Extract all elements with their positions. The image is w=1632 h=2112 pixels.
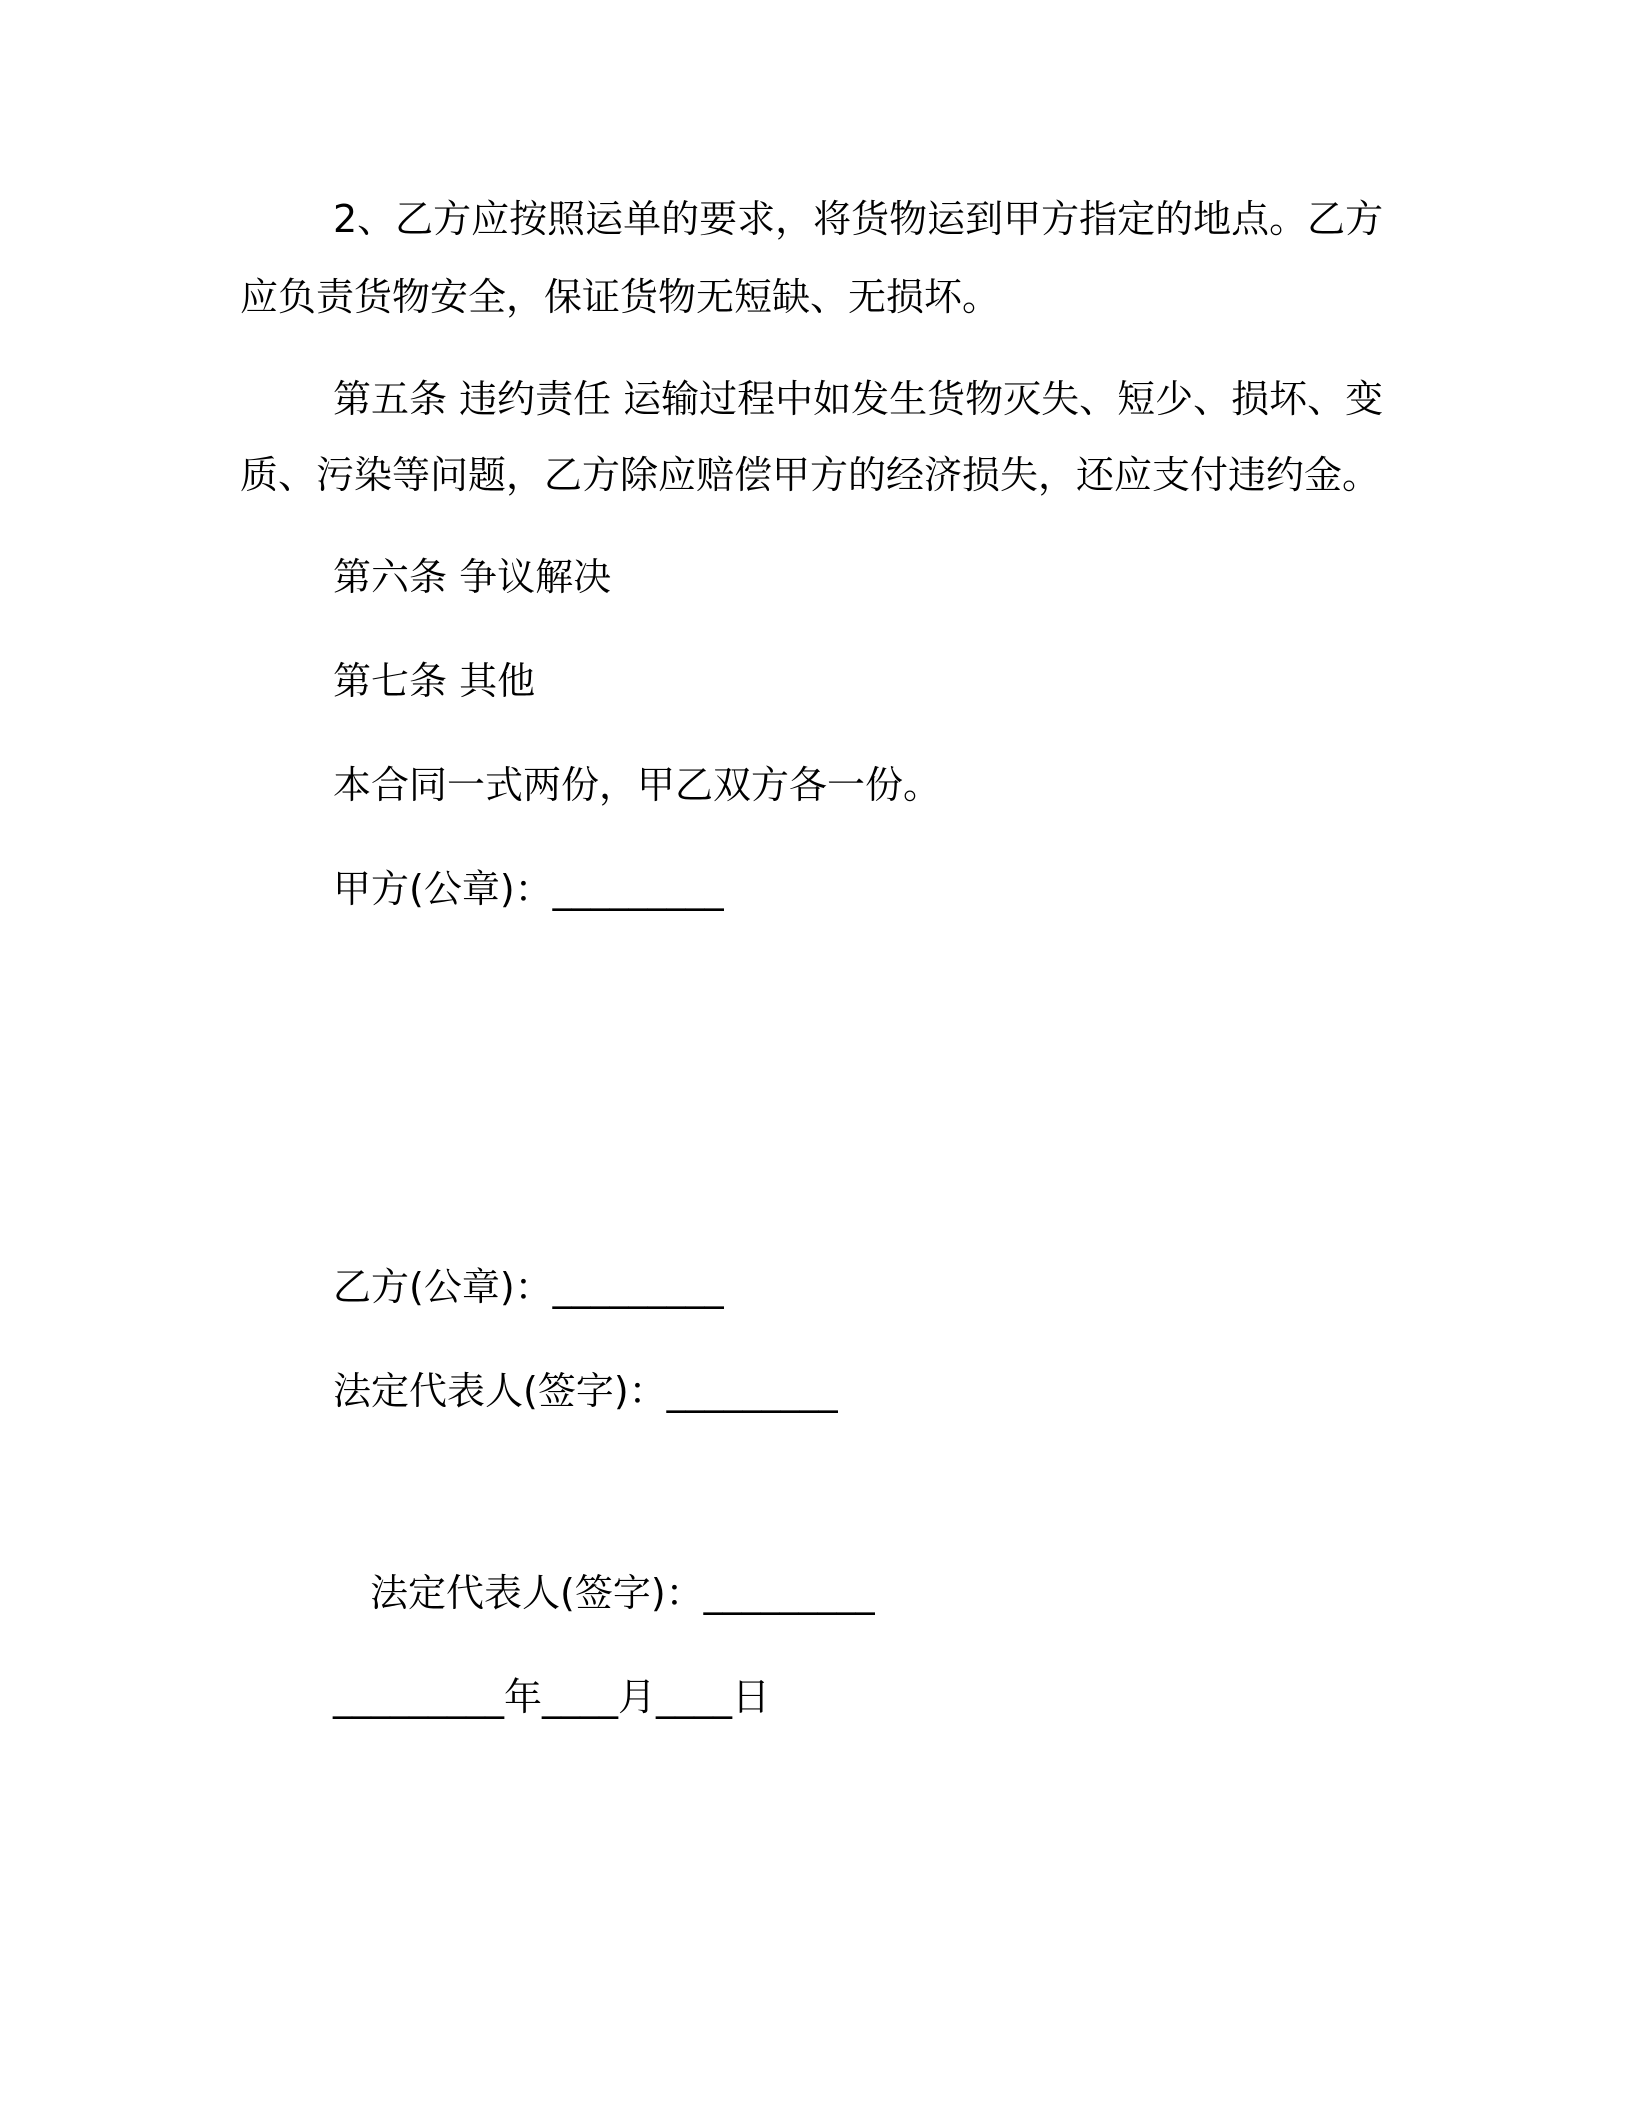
clause6-heading: 第六条 争议解决 xyxy=(333,555,612,599)
clause7-heading: 第七条 其他 xyxy=(333,659,536,703)
clause4-item2-line2: 应负责货物安全，保证货物无短缺、无损坏。 xyxy=(240,275,1001,319)
party-b-seal-line: 乙方(公章)：_________ xyxy=(333,1265,724,1309)
clause5-line2: 质、污染等问题，乙方除应赔偿甲方的经济损失，还应支付违约金。 xyxy=(240,453,1381,497)
legal-rep-signature-line-1: 法定代表人(签字)：_________ xyxy=(333,1369,838,1413)
party-a-seal-line: 甲方(公章)：_________ xyxy=(333,867,724,911)
clause5-line1: 第五条 违约责任 运输过程中如发生货物灭失、短少、损坏、变 xyxy=(333,377,1384,421)
clause4-item2-line1: 2、乙方应按照运单的要求，将货物运到甲方指定的地点。乙方 xyxy=(333,197,1384,241)
legal-rep-signature-line-2: 法定代表人(签字)：_________ xyxy=(370,1571,875,1615)
copies-statement: 本合同一式两份，甲乙双方各一份。 xyxy=(333,763,942,807)
date-line: _________年____月____日 xyxy=(333,1675,771,1719)
